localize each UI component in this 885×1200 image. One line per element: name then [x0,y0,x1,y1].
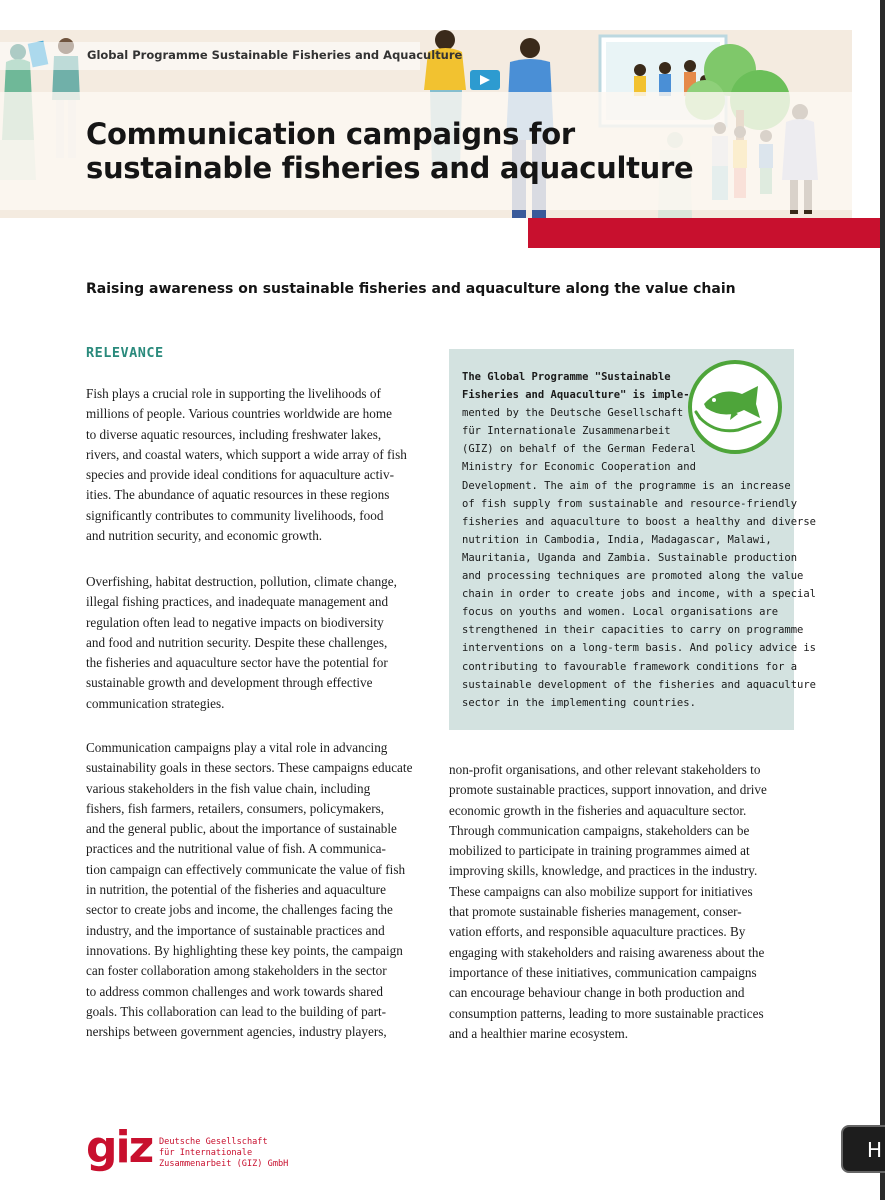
text-line: and food and nutrition security. Despite these challenges, [86,634,388,650]
text-line: communication strategies. [86,695,225,711]
text-line: to address common challenges and work towards shared [86,983,384,999]
giz-logo: giz [86,1122,153,1173]
info-line: Development. The aim of the programme is an increase [462,479,791,492]
text-line: various stakeholders in the fish value chain, including [86,780,371,796]
text-line: nerships between government agencies, industry players, [86,1024,387,1040]
info-line: sustainable development of the fisheries and aquaculture [462,678,817,691]
logo-text-line: Deutsche Gesellschaft [159,1137,268,1147]
info-line: Mauritania, Uganda and Zambia. Sustainable production [462,551,798,564]
paragraph-1 [86,384,407,546]
text-line: vation efforts, and responsible aquaculture practices. By [449,924,746,940]
text-line: can foster collaboration among stakeholders in the sector [86,963,387,979]
info-line-1: The Global Programme "Sustainable [462,371,671,383]
logo-text-line: Zusammenarbeit (GIZ) GmbH [159,1159,289,1169]
text-line: millions of people. Various countries worldwide are home [86,406,392,422]
text-line: tion campaign can effectively communicate the value of fish [86,861,406,877]
page-subtitle: Raising awareness on sustainable fisheries and aquaculture along the value chain [86,281,736,297]
text-line: significantly contributes to community livelihoods, food [86,507,384,523]
fish-in-hand-icon [686,358,784,456]
paragraph-2 [86,572,397,714]
text-line: These campaigns can also mobilize support for initiatives [449,883,753,899]
section-heading-relevance: RELEVANCE [86,345,164,361]
text-line: promote sustainable practices, support innovation, and drive [449,782,767,798]
text-line: and the general public, about the importance of sustainable [86,821,397,837]
info-line: (GIZ) on behalf of the German Federal [462,443,696,456]
text-line: consumption patterns, leading to more sustainable practices [449,1005,764,1021]
info-line: strengthened in their capacities to carry on programme [462,624,804,637]
paragraph-3-right [449,760,767,1044]
text-line: the fisheries and aquaculture sector have the potential for [86,655,388,671]
text-line: sustainability goals in these sectors. These campaigns educate [86,760,413,776]
text-line: fishers, fish farmers, retailers, consumers, policymakers, [86,800,385,816]
text-line: species and provide ideal conditions for aquaculture activ- [86,467,394,483]
info-line: für Internationale Zusammenarbeit [462,425,671,438]
text-line: industry, and the importance of sustainable practices and [86,922,385,938]
text-line: innovations. By highlighting these key points, the campaign [86,942,403,958]
text-line: Overfishing, habitat destruction, pollution, climate change, [86,574,397,589]
text-line: can encourage behaviour change in both production and [449,985,745,1001]
text-line: non-profit organisations, and other relevant stakeholders to [449,762,761,777]
title-line-1: Communication campaigns for [86,117,575,151]
text-line: importance of these initiatives, communication campaigns [449,964,757,980]
text-line: in nutrition, the potential of the fisheries and aquaculture [86,882,386,898]
text-line: practices and the nutritional value of fish. A communica- [86,841,386,857]
info-line: interventions on a long-term basis. And policy advice is [462,642,817,655]
info-line: of fish supply from sustainable and resource-friendly [462,497,798,510]
title-line-2: sustainable fisheries and aquaculture [86,151,694,186]
page-title [86,117,706,185]
info-line: contributing to favourable framework conditions for a [462,660,798,673]
info-line: nutrition in Cambodia, India, Madagascar, Malawi, [462,533,772,546]
info-line: fisheries and aquaculture to boost a healthy and diverse [462,515,817,528]
programme-label: Global Programme Sustainable Fisheries and Aquaculture [87,48,463,62]
text-line: economic growth in the fisheries and aquaculture sector. [449,802,747,818]
giz-logo-text [159,1137,288,1170]
text-line: sector to create jobs and income, the challenges facing the [86,902,393,918]
text-line: Communication campaigns play a vital role in advancing [86,740,388,755]
text-line: illegal fishing practices, and inadequate management and [86,594,389,610]
text-line: sustainable growth and development through effective [86,675,373,691]
text-line: mobilized to participate in training programmes aimed at [449,843,750,859]
red-accent-bar [528,218,880,248]
text-line: rivers, and coastal waters, which support a wide array of fish [86,446,407,462]
text-line: goals. This collaboration can lead to the building of part- [86,1003,387,1019]
info-line: and processing techniques are promoted along the value [462,570,804,583]
logo-text-line: für Internationale [159,1148,253,1158]
page-edge-shadow [880,0,885,1200]
text-line: to diverse aquatic resources, including freshwater lakes, [86,426,382,442]
info-line: sector in the implementing countries. [462,696,696,709]
paragraph-3-left [86,738,412,1042]
text-line: and nutrition security, and economic growth. [86,528,323,544]
overlay-corner-button[interactable]: H [841,1125,885,1173]
text-line: improving skills, knowledge, and practices in the industry. [449,863,758,879]
info-line: Ministry for Economic Cooperation and [462,461,696,474]
text-line: regulation often lead to negative impacts on biodiversity [86,614,384,630]
text-line: engaging with stakeholders and raising awareness about the [449,944,765,960]
info-line: mented by the Deutsche Gesellschaft [462,407,684,420]
info-line: chain in order to create jobs and income, with a special [462,588,817,601]
text-line: ities. The abundance of aquatic resources in these regions [86,487,390,503]
text-line: Through communication campaigns, stakeholders can be [449,822,750,838]
info-line: focus on youths and women. Local organisations are [462,606,779,619]
text-line: Fish plays a crucial role in supporting the livelihoods of [86,386,381,401]
text-line: that promote sustainable fisheries management, conser- [449,904,742,920]
info-line: Fisheries and Aquaculture" is imple- [462,389,690,402]
text-line: and a healthier marine ecosystem. [449,1025,629,1041]
